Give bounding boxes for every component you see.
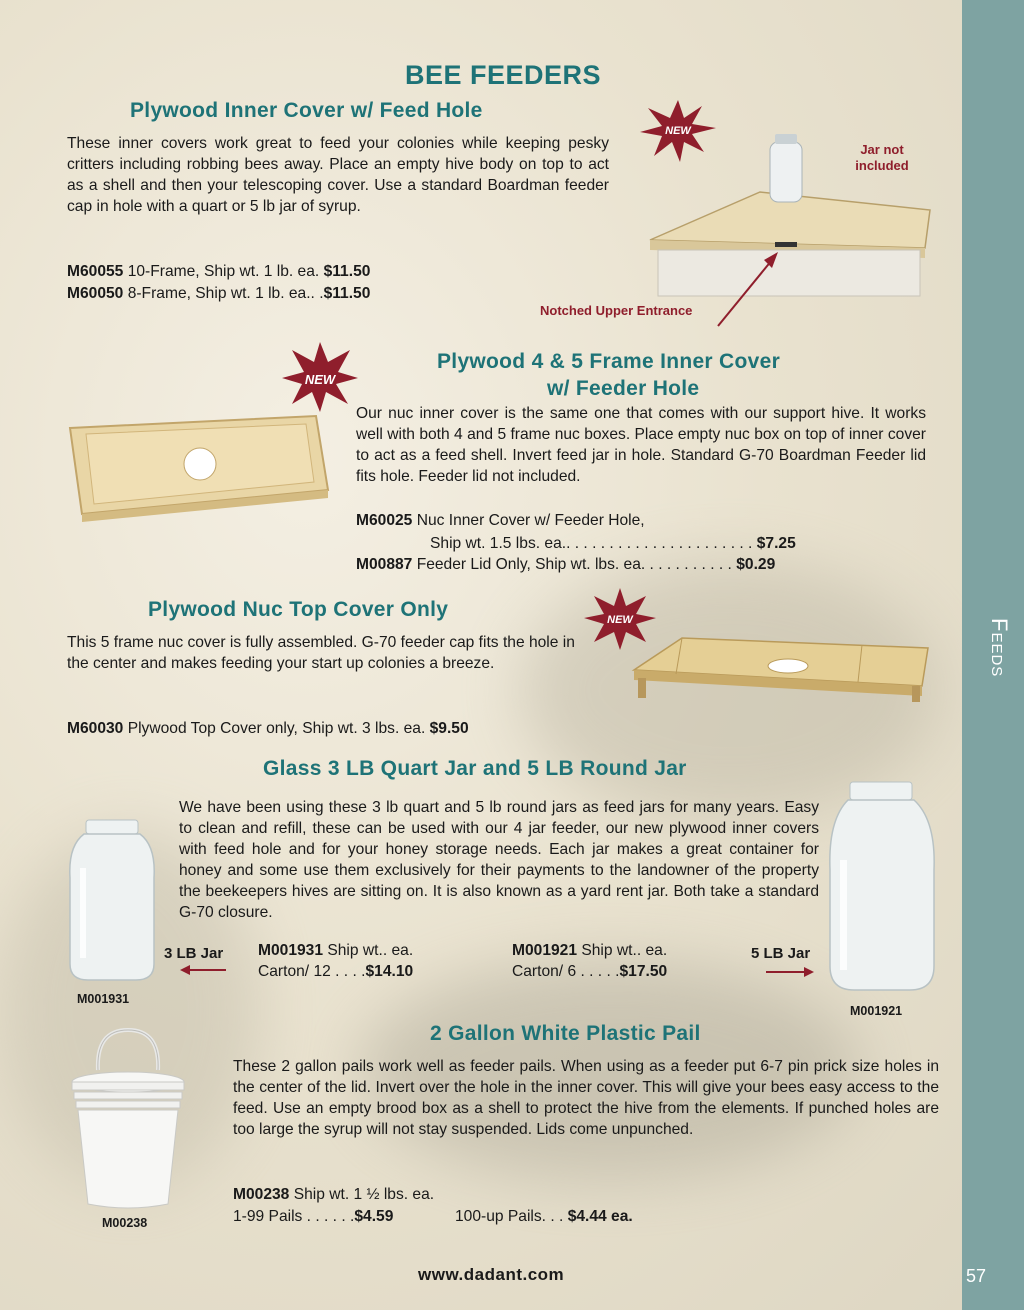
footer-url[interactable]: www.dadant.com — [418, 1265, 565, 1284]
sku: M60030 — [67, 720, 124, 737]
sku: M001921 — [512, 942, 578, 959]
pail-item — [233, 1186, 434, 1204]
pail-caption: M00238 — [102, 1216, 148, 1230]
pail-tier-1 — [233, 1208, 393, 1226]
nuc-top-cover-description: This 5 frame nuc cover is fully assembled. G-70 feeder cap fits the hole in the center and makes feeding your start up colonies a breeze. — [67, 634, 575, 672]
quart-jar-item — [258, 942, 413, 960]
new-badge — [282, 342, 358, 412]
round-jar-label: 5 LB Jar — [751, 945, 811, 962]
tier-label: 100-up Pails. . . — [455, 1208, 568, 1225]
item-desc: Ship wt.. ea. — [577, 942, 668, 959]
inner-cover-item-1 — [67, 263, 370, 281]
pail-description: These 2 gallon pails work well as feeder pails. When using as a feeder put 6-7 pin prick size holes in the center of the lid. Invert over the hole in the inner cover. This will give your bees easy access to the feed. Use an empty brood box as a shell to protect the hive from the elements. If punched holes are too large the syrup will not stay suspended. Lids come unpunched. — [233, 1058, 939, 1138]
item-desc: Nuc Inner Cover w/ Feeder Hole, — [412, 512, 645, 529]
inner-cover-title: Plywood Inner Cover w/ Feed Hole — [130, 99, 483, 122]
new-badge-label: NEW — [304, 372, 336, 387]
price: $11.50 — [323, 263, 371, 280]
item-desc: Plywood Top Cover only, Ship wt. 3 lbs. ea. — [123, 720, 430, 737]
nuc-inner-cover-image — [66, 412, 336, 524]
page-title: BEE FEEDERS — [405, 60, 602, 90]
nuc-inner-cover-title-line1: Plywood 4 & 5 Frame Inner Cover — [437, 350, 781, 373]
left-arrow-icon — [180, 964, 226, 976]
right-arrow-icon — [766, 966, 814, 978]
round-jar-item — [512, 942, 667, 960]
price: $9.50 — [429, 720, 469, 737]
price: $7.25 — [756, 535, 796, 552]
nuc-inner-cover-item-1 — [356, 512, 645, 530]
carton-desc: Carton/ 6 . . . . . — [512, 963, 620, 980]
quart-jar-caption: M001931 — [77, 992, 130, 1006]
price: $11.50 — [323, 285, 371, 302]
inner-cover-item-2 — [67, 285, 370, 303]
item-desc: 8-Frame, Ship wt. 1 lb. ea.. . — [123, 285, 324, 302]
tier-label: 1-99 Pails . . . . . . — [233, 1208, 355, 1225]
nuc-inner-cover-description: Our nuc inner cover is the same one that comes with our support hive. It works well with both 4 and 5 frame nuc boxes. Place empty nuc box on top of inner cover to act as a feed shell. Invert feed jar in hole. Standard G-70 Boardman Feeder lid fits hole. Feeder lid not included. — [356, 405, 926, 485]
notched-entrance-callout: Notched Upper Entrance — [540, 303, 693, 318]
glass-jars-description: We have been using these 3 lb quart and 5 lb round jars as feed jars for many years. Easy to clean and refill, these can be used with our 4 jar feeder, our new plywood inner covers with feed hole and for your honey storage needs. Each jar makes a great container for honey and some use them exclusively for their payments to the landowner of the property the beekeepers hives are sitting on. It is also known as a yard rent jar. Both take a standard G-70 closure. — [179, 799, 819, 921]
quart-jar-image — [64, 818, 160, 983]
price: $17.50 — [619, 963, 668, 980]
glass-jars-title: Glass 3 LB Quart Jar and 5 LB Round Jar — [263, 757, 687, 780]
item-desc: Ship wt.. ea. — [323, 942, 414, 959]
inner-cover-description: These inner covers work great to feed your colonies while keeping pesky critters including robbing bees away. Place an empty hive body on top to act as a shell and then your telescoping cover. Use a standard Boardman feeder cap in hole with a quart or 5 lb jar of syrup. — [67, 135, 609, 215]
nuc-inner-cover-item-2 — [356, 556, 775, 574]
pail-tier-2 — [455, 1208, 633, 1226]
nuc-top-cover-image — [632, 630, 932, 704]
round-jar-carton — [512, 963, 667, 981]
sku: M00887 — [356, 556, 413, 573]
sku: M60050 — [67, 285, 124, 302]
new-badge-label: NEW — [607, 614, 633, 626]
nuc-inner-cover-title-line2: w/ Feeder Hole — [547, 377, 700, 400]
nuc-top-cover-title: Plywood Nuc Top Cover Only — [148, 598, 449, 621]
item-desc: 10-Frame, Ship wt. 1 lb. ea. — [123, 263, 324, 280]
jar-not-included-callout: Jar not included — [855, 142, 909, 173]
sku: M00238 — [233, 1186, 290, 1203]
nuc-top-cover-item — [67, 720, 469, 738]
pail-title: 2 Gallon White Plastic Pail — [430, 1022, 701, 1045]
quart-jar-label: 3 LB Jar — [164, 945, 224, 962]
price: $4.59 — [354, 1208, 394, 1225]
round-jar-caption: M001921 — [850, 1004, 903, 1018]
price: $14.10 — [365, 963, 414, 980]
item-desc: Ship wt. 1 ½ lbs. ea. — [289, 1186, 435, 1203]
sku: M60025 — [356, 512, 413, 529]
quart-jar-carton — [258, 963, 413, 981]
callout-arrow — [712, 250, 782, 330]
price: $4.44 ea. — [567, 1208, 633, 1225]
sku: M60055 — [67, 263, 124, 280]
carton-desc: Carton/ 12 . . . . — [258, 963, 366, 980]
price: $0.29 — [736, 556, 776, 573]
nuc-inner-cover-item-1-detail — [430, 535, 796, 553]
page-number: 57 — [966, 1266, 987, 1286]
pail-image — [66, 1022, 190, 1212]
sku: M001931 — [258, 942, 324, 959]
new-badge-label: NEW — [665, 125, 691, 137]
round-jar-image — [822, 780, 942, 995]
sidebar-section-label: Feeds — [987, 618, 1012, 678]
new-badge — [640, 100, 716, 162]
item-desc: Ship wt. 1.5 lbs. ea.. . . . . . . . . . . . . . . . . . . . . . — [430, 535, 757, 552]
item-desc: Feeder Lid Only, Ship wt. lbs. ea. . . . . . . . . . . — [412, 556, 737, 573]
